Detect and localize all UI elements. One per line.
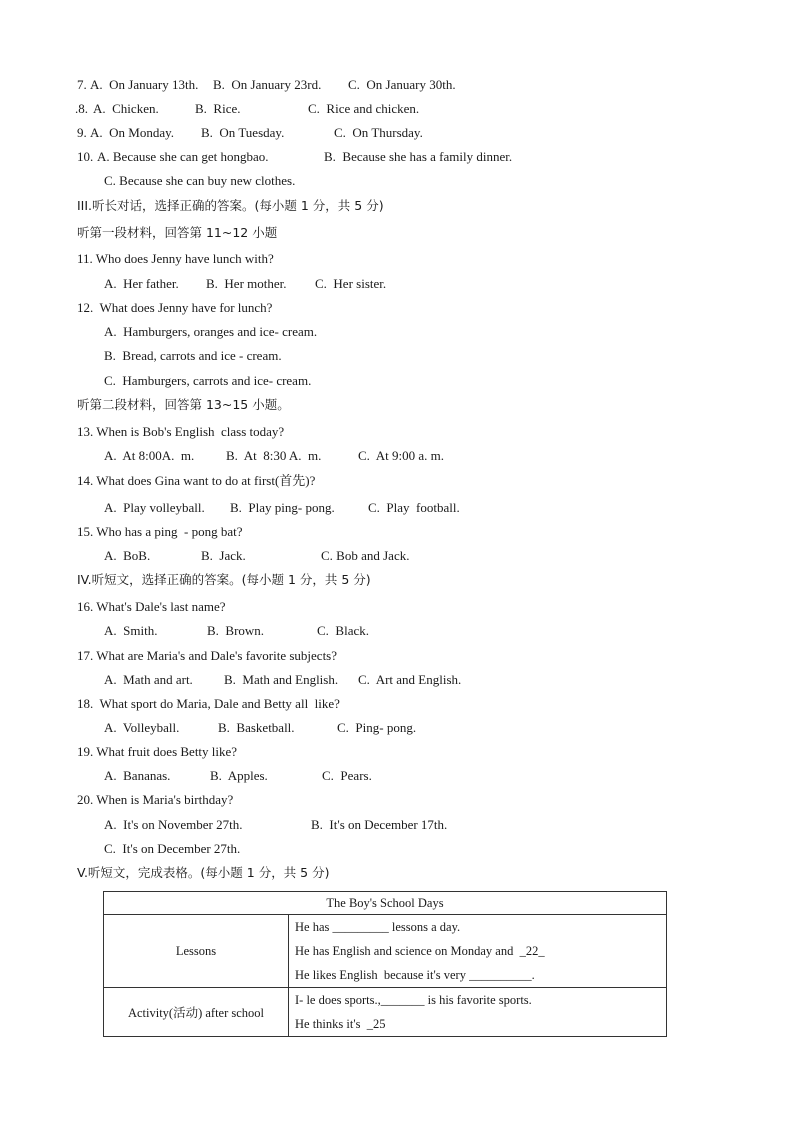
q11-question: 11. Who does Jenny have lunch with? bbox=[77, 251, 274, 266]
q19-question: 19. What fruit does Betty like? bbox=[77, 744, 238, 759]
q18-option-b: B. Basketball. bbox=[218, 720, 295, 735]
q18-question: 18. What sport do Maria, Dale and Betty all like? bbox=[77, 696, 340, 711]
q8-option-b: B. Rice. bbox=[195, 101, 241, 116]
lessons-row-1: He has _________ lessons a day. bbox=[295, 920, 461, 934]
q18-option-a: A. Volleyball. bbox=[104, 720, 180, 735]
q20-question: 20. When is Maria's birthday? bbox=[77, 792, 234, 807]
q13-option-c: C. At 9:00 a. m. bbox=[358, 448, 444, 463]
q14-option-a: A. Play volleyball. bbox=[104, 500, 205, 515]
q11-option-a: A. Her father. bbox=[104, 276, 179, 291]
q9-number: 9. bbox=[77, 125, 87, 140]
q11-option-c: C. Her sister. bbox=[315, 276, 387, 291]
q11-option-b: B. Her mother. bbox=[206, 276, 287, 291]
q16-option-a: A. Smith. bbox=[104, 623, 158, 638]
q7-option-a: A. On January 13th. bbox=[90, 77, 199, 92]
lessons-row-2: He has English and science on Monday and _22_ bbox=[295, 944, 545, 958]
section-3-part-1: 听第一段材料，回答第 11~12 小题 bbox=[77, 225, 278, 240]
q16-option-b: B. Brown. bbox=[207, 623, 265, 638]
q17-option-b: B. Math and English. bbox=[224, 672, 339, 687]
q16-option-c: C. Black. bbox=[317, 623, 369, 638]
q13-option-a: A. At 8:00A. m. bbox=[104, 448, 195, 463]
q15-option-c: C. Bob and Jack. bbox=[321, 548, 410, 563]
table-title: The Boy's School Days bbox=[104, 892, 667, 915]
q19-option-b: B. Apples. bbox=[210, 768, 268, 783]
q17-option-c: C. Art and English. bbox=[358, 672, 462, 687]
q7-number: 7. bbox=[77, 77, 87, 92]
q14-question: 14. What does Gina want to do at first(首先)? bbox=[77, 473, 316, 488]
q9-option-c: C. On Thursday. bbox=[334, 125, 423, 140]
q19-option-a: A. Bananas. bbox=[104, 768, 171, 783]
section-4-title: IV.听短文，选择正确的答案。(每小题 1 分，共 5 分) bbox=[77, 572, 371, 587]
section-3-part-2: 听第二段材料，回答第 13~15 小题。 bbox=[77, 397, 290, 412]
q8-option-c: C. Rice and chicken. bbox=[308, 101, 420, 116]
q12-option-a: A. Hamburgers, oranges and ice- cream. bbox=[104, 324, 318, 339]
activity-row-2: He thinks it's _25 bbox=[295, 1017, 386, 1031]
q13-question: 13. When is Bob's English class today? bbox=[77, 424, 285, 439]
section-3-title: III.听长对话，选择正确的答案。(每小题 1 分，共 5 分) bbox=[77, 198, 384, 213]
q9-option-b: B. On Tuesday. bbox=[201, 125, 285, 140]
lessons-row-3: He likes English because it's very __________. bbox=[295, 968, 535, 982]
q14-option-c: C. Play football. bbox=[368, 500, 460, 515]
q20-option-c: C. It's on December 27th. bbox=[104, 841, 241, 856]
q12-option-c: C. Hamburgers, carrots and ice- cream. bbox=[104, 373, 312, 388]
activity-label: Activity(活动) after school bbox=[104, 988, 289, 1037]
q8-option-a: A. Chicken. bbox=[93, 101, 159, 116]
q10-option-b: B. Because she has a family dinner. bbox=[324, 149, 513, 164]
q20-option-a: A. It's on November 27th. bbox=[104, 817, 243, 832]
section-5-title: V.听短文，完成表格。(每小题 1 分，共 5 分) bbox=[77, 865, 330, 880]
q19-option-c: C. Pears. bbox=[322, 768, 372, 783]
q15-option-b: B. Jack. bbox=[201, 548, 246, 563]
q10-option-c: C. Because she can buy new clothes. bbox=[104, 173, 296, 188]
lessons-content bbox=[289, 915, 667, 988]
q8-number: .8. bbox=[75, 101, 88, 116]
q16-question: 16. What's Dale's last name? bbox=[77, 599, 226, 614]
q10-option-a: A. Because she can get hongbao. bbox=[97, 149, 269, 164]
q10-number: 10. bbox=[77, 149, 94, 164]
q18-option-c: C. Ping- pong. bbox=[337, 720, 417, 735]
school-days-table bbox=[103, 891, 667, 1037]
q12-question: 12. What does Jenny have for lunch? bbox=[77, 300, 273, 315]
activity-row-1: I- le does sports.,_______ is his favorite sports. bbox=[295, 993, 532, 1007]
q9-option-a: A. On Monday. bbox=[90, 125, 175, 140]
q13-option-b: B. At 8:30 A. m. bbox=[226, 448, 322, 463]
q20-option-b: B. It's on December 17th. bbox=[311, 817, 448, 832]
activity-content bbox=[289, 988, 667, 1037]
q7-option-c: C. On January 30th. bbox=[348, 77, 456, 92]
q17-option-a: A. Math and art. bbox=[104, 672, 193, 687]
lessons-label: Lessons bbox=[104, 915, 289, 988]
q15-option-a: A. BoB. bbox=[104, 548, 151, 563]
q14-option-b: B. Play ping- pong. bbox=[230, 500, 335, 515]
q15-question: 15. Who has a ping - pong bat? bbox=[77, 524, 243, 539]
q12-option-b: B. Bread, carrots and ice - cream. bbox=[104, 348, 282, 363]
q17-question: 17. What are Maria's and Dale's favorite subjects? bbox=[77, 648, 338, 663]
q7-option-b: B. On January 23rd. bbox=[213, 77, 322, 92]
